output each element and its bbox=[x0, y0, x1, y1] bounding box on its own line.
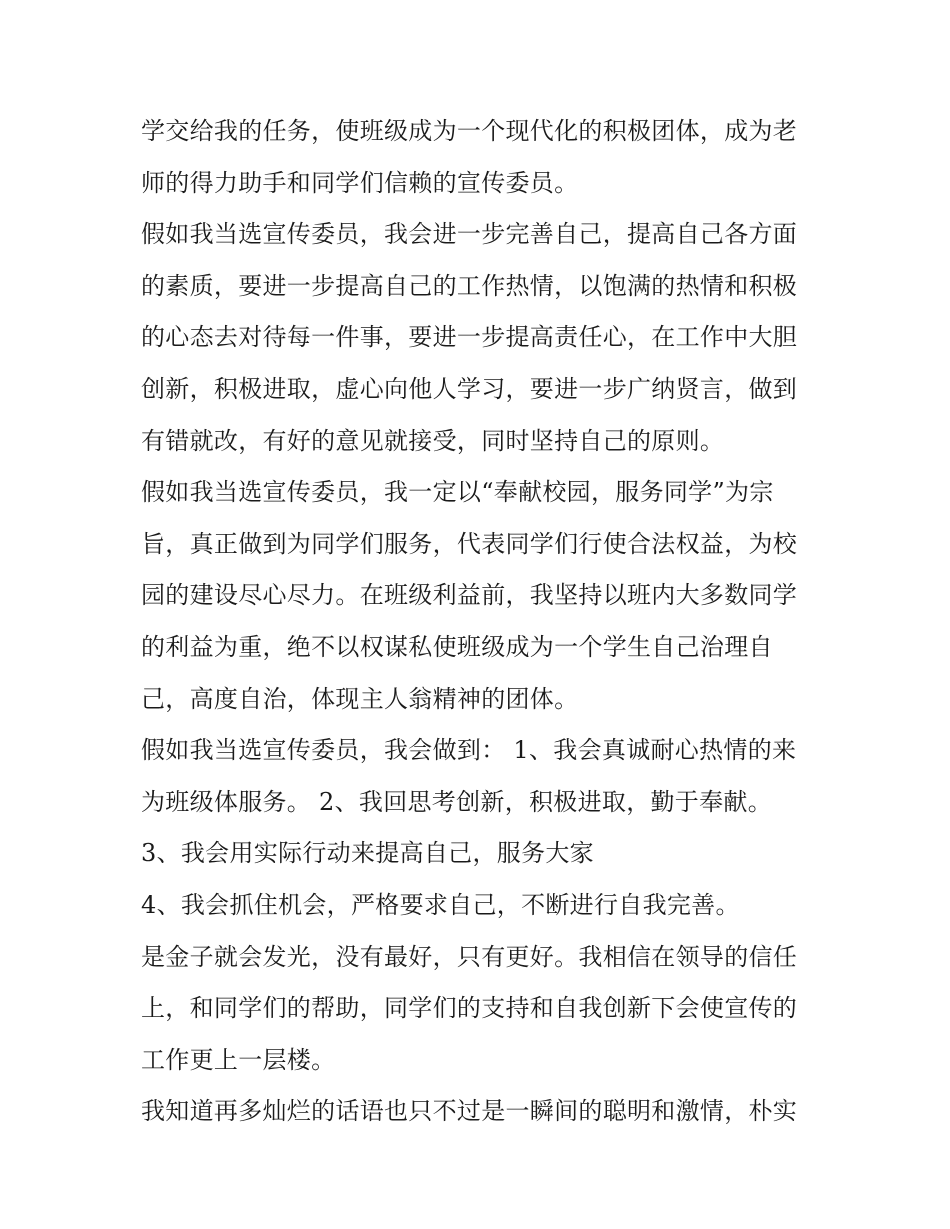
text-line: 有错就改，有好的意见就接受，同时坚持自己的原则。 bbox=[141, 426, 725, 455]
text-line: 是金子就会发光，没有最好，只有更好。我相信在领导的信任 bbox=[141, 942, 798, 971]
text-line: 园的建设尽心尽力。在班级利益前，我坚持以班内大多数同学 bbox=[141, 581, 798, 610]
text-line: 旨，真正做到为同学们服务，代表同学们行使合法权益，为校 bbox=[141, 529, 798, 558]
document-body bbox=[141, 106, 821, 1138]
text-line: 学交给我的任务，使班级成为一个现代化的积极团体，成为老 bbox=[141, 117, 798, 145]
text-line: 己，高度自治，体现主人翁精神的团体。 bbox=[141, 684, 579, 713]
text-line: 的心态去对待每一件事，要进一步提高责任心，在工作中大胆 bbox=[141, 323, 798, 352]
text-line: 4、我会抓住机会，严格要求自己，不断进行自我完善。 bbox=[141, 890, 740, 919]
text-line: 假如我当选宣传委员，我会做到： 1、我会真诚耐心热情的来 bbox=[141, 736, 797, 765]
text-line: 师的得力助手和同学们信赖的宣传委员。 bbox=[141, 168, 579, 197]
text-line: 假如我当选宣传委员，我一定以“奉献校园，服务同学”为宗 bbox=[141, 478, 774, 507]
text-line: 假如我当选宣传委员，我会进一步完善自己，提高自己各方面 bbox=[141, 220, 798, 249]
text-line: 为班级体服务。 2、我回思考创新，积极进取，勤于奉献。 bbox=[141, 787, 772, 816]
text-line: 我知道再多灿烂的话语也只不过是一瞬间的聪明和激情，朴实 bbox=[141, 1097, 798, 1126]
text-line: 的利益为重，绝不以权谋私使班级成为一个学生自己治理自 bbox=[141, 632, 773, 661]
text-line: 工作更上一层楼。 bbox=[141, 1045, 336, 1074]
text-line: 3、我会用实际行动来提高自己，服务大家 bbox=[141, 839, 594, 868]
text-line: 的素质，要进一步提高自己的工作热情，以饱满的热情和积极 bbox=[141, 271, 798, 300]
text-line: 创新，积极进取，虚心向他人学习，要进一步广纳贤言，做到 bbox=[141, 374, 798, 403]
text-line: 上，和同学们的帮助，同学们的支持和自我创新下会使宣传的 bbox=[141, 994, 798, 1023]
